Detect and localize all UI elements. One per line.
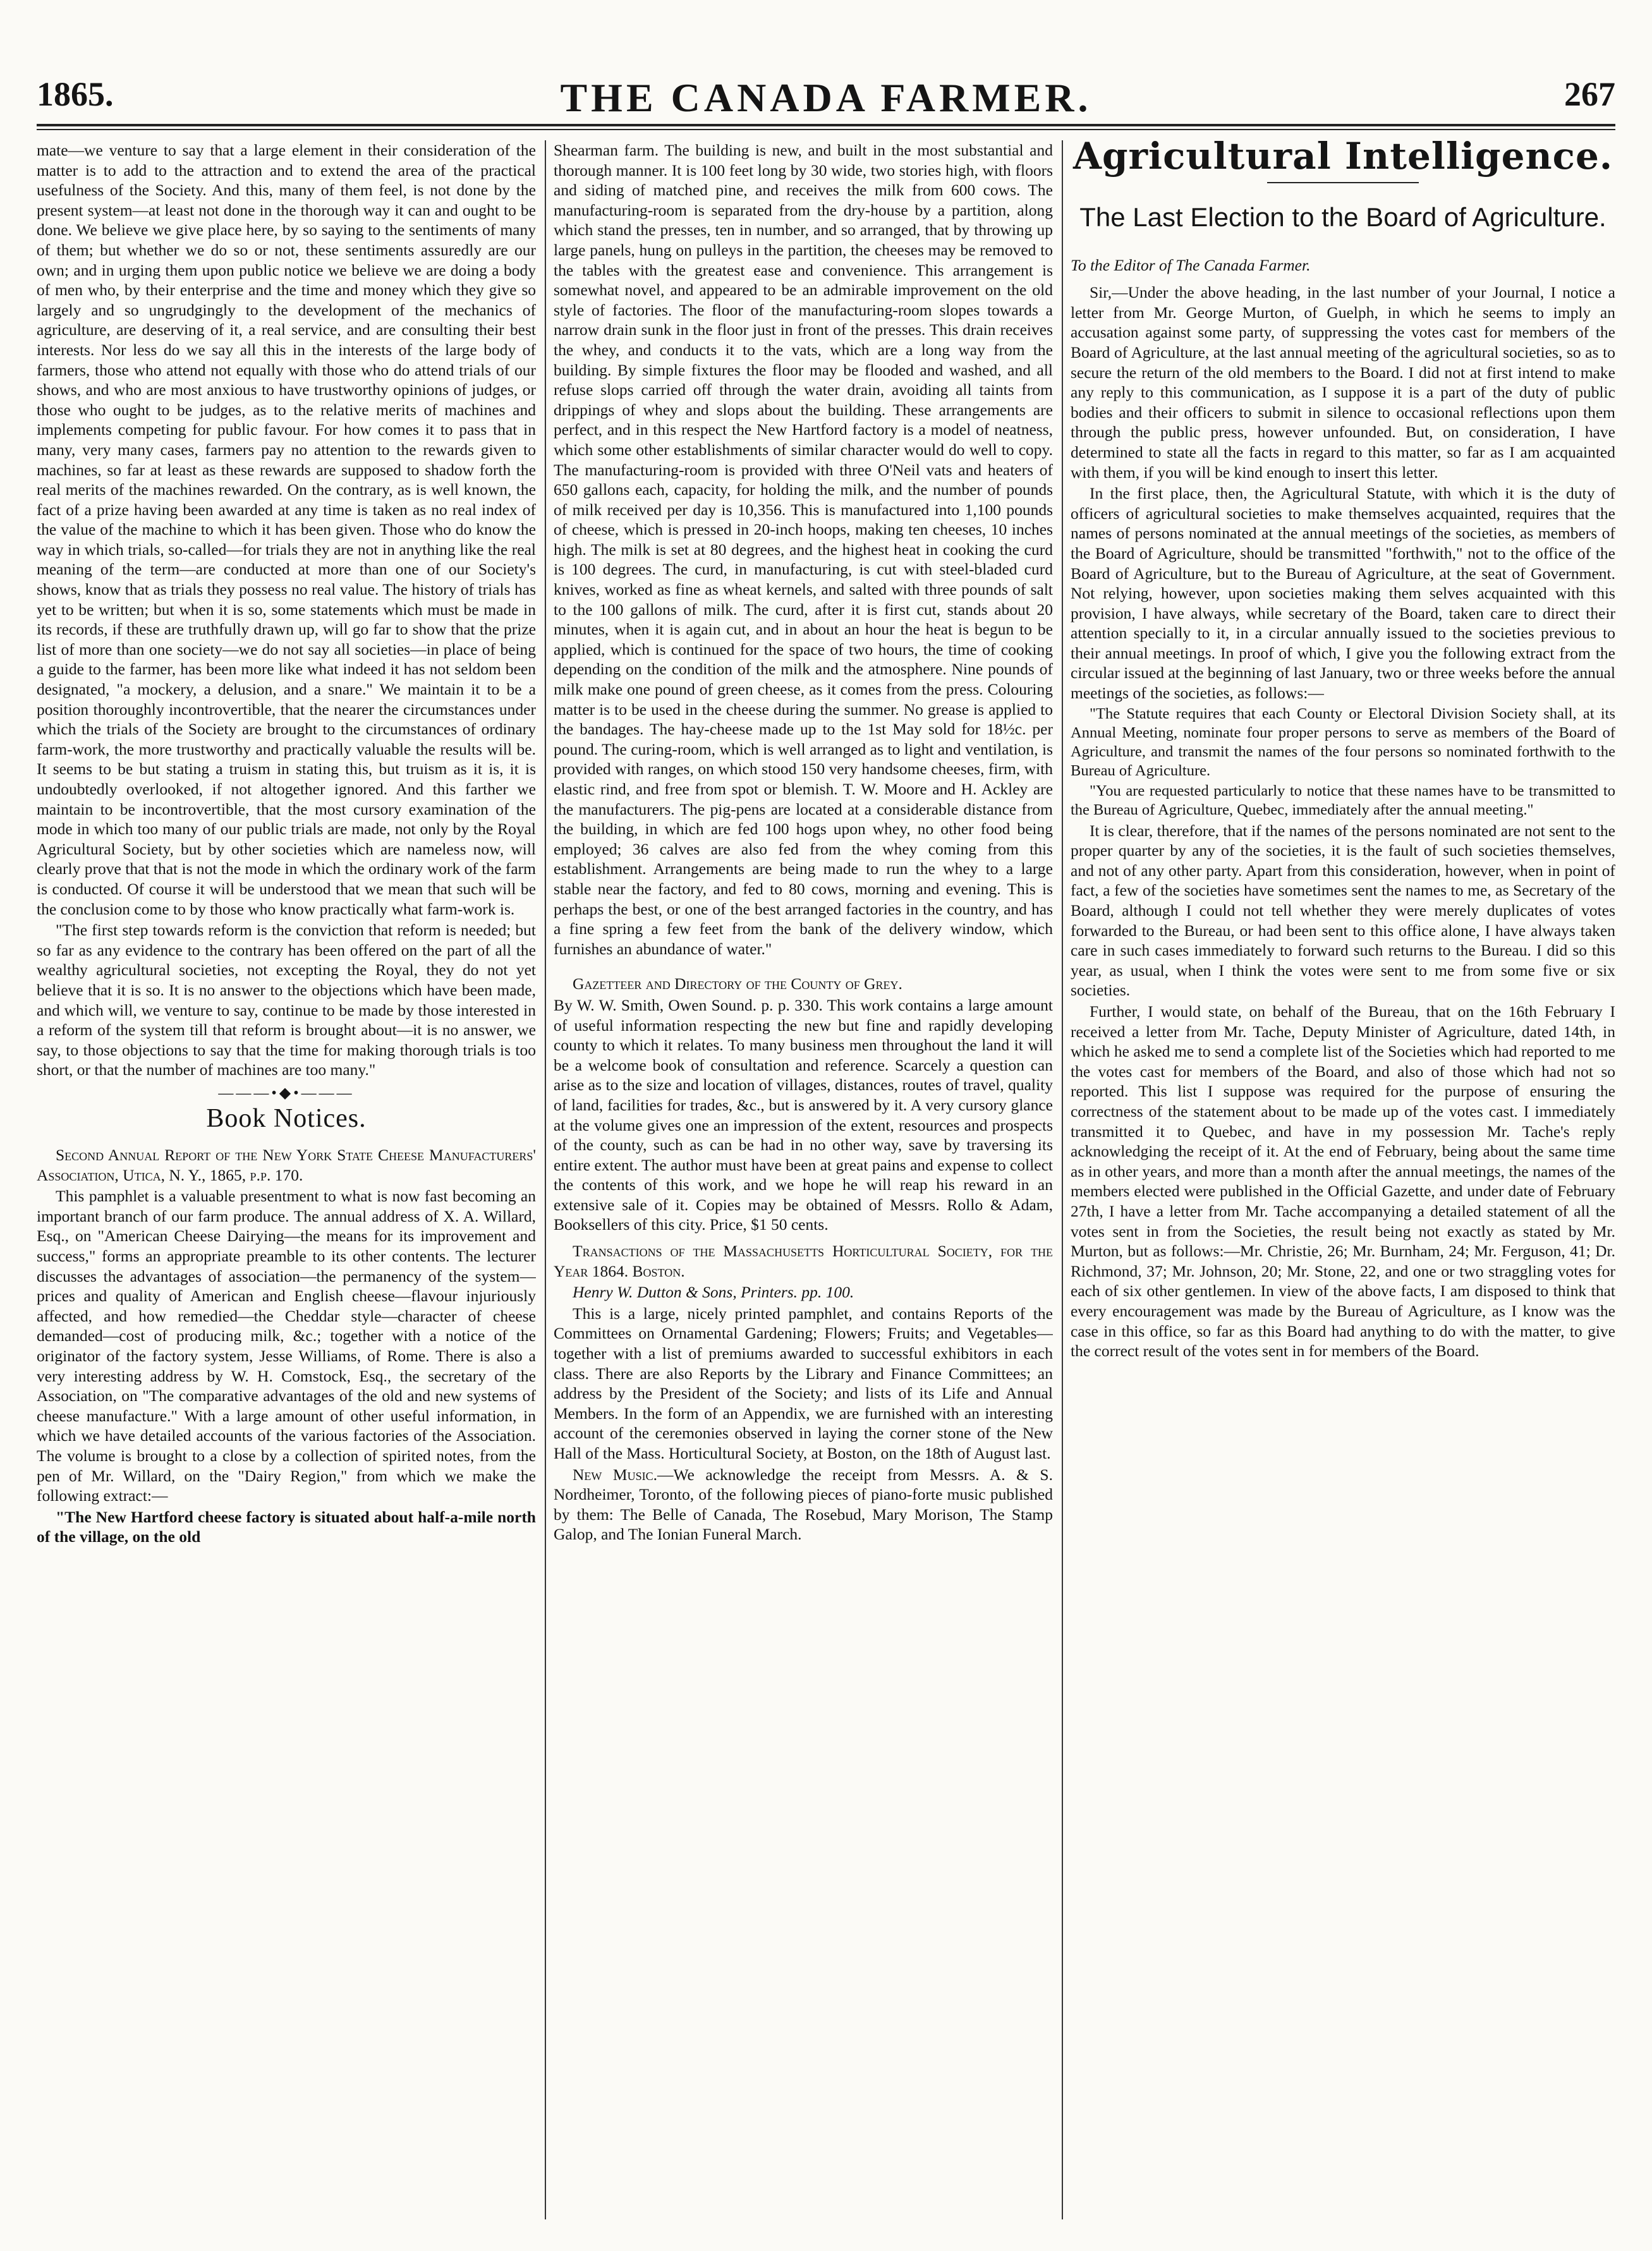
column-1	[37, 140, 536, 2219]
book1-heading: Second Annual Report of the New York State Cheese Manufacturers' Association, Utica, N. Y., 1865, p.p. 170.	[37, 1146, 536, 1184]
section-ornament: ———•◆•———	[218, 1084, 355, 1101]
section-title: Agricultural Intelligence.	[1072, 140, 1613, 178]
col3-paragraph-3: It is clear, therefore, that if the names of the persons nominated are not sent to the proper quarter by any of the societies, it is the fault of such societies themselves, and not of any other party. Apart from this consideration, however, when in point of fact, a few of the societies have sometimes sent the names to me, as Secretary of the Board, although I could not tell whether they were merely duplicates of votes forwarded to the Bureau, or had been sent to this office alone, I have always taken care in such cases immediately to forward such returns to the Bureau. I did so this year, as usual, when I think the votes were sent to me from some five or six societies.	[1071, 821, 1615, 1000]
new-music-text: —We acknowledge the receipt from Messrs. A. & S. Nordheimer, Toronto, of the following pieces of piano-forte music published by them: The Belle of Canada, The Rosebud, Mary Morison, The Stamp Galop, and The Ionian Funeral March.	[554, 1465, 1053, 1544]
col1-paragraph-2: "The first step towards reform is the conviction that reform is needed; but so far as any evidence to the contrary has been offered on the part of all the wealthy agricultural societies, not excepting the Royal, they do not yet believe that it is so. It is no answer to the objections which have been made, and which will, we venture to say, continue to be made by those interested in a reform of the system till that reform is brought about—it is no answer, we say, to those objections to say that the time for making thorough trials is too short, or that the number of machines are too many."	[37, 921, 536, 1079]
col1-paragraph-1: mate—we venture to say that a large element in their consideration of the matter is to add to the attraction and to extend the area of the practical usefulness of the Society. And this, many of them feel, is not done by the present system—at least not done in the thorough way it can and ought to be done. We believe we give place here, by so saying to the sentiments of many of them; but whether we do so or not, these sentiments assuredly are our own; and in urging them upon public notice we believe we are doing a body of men who, by their enterprise and the time and money which they give so largely and so ungrudgingly to the development of the mechanics of agriculture, are deserving of it, a real service, and are consulting their best interests. Nor less do we say all this in the interests of the large body of farmers, those who attend not equally with those who do attend trials of our shows, and who are most anxious to have trustworthy opinions of judges, or those who ought to be judges, as to the relative merits of machines and implements competing for public favour. For how comes it to pass that in many, very many cases, farmers pay no attention to the rewards given to machines, so far at least as these rewards are supposed to shadow forth the real merits of the machines rewarded. On the contrary, as is well known, the fact of a prize having been awarded at any time is taken as no real index of the value of the machine to which it has been given. Those who do know the way in which trials, so-called—for trials they are not in anything like the real meaning of the term—are conducted at more than one of our Society's shows, know that as trials they possess no real value. The history of trials has yet to be written; but when it is so, some statements which must be made in its records, if these are truthfully drawn up, will go far to show that the prize list of more than one society—we do not say all societies—in place of being a guide to the farmer, has been more like what indeed it has not seldom been designated, "a mockery, a delusion, and a snare." We maintain it to be a position thoroughly incontrovertible, that the nearer the circumstances under which the trials of the Society are brought to the circumstances of ordinary farm-work, the more trustworthy and practically valuable the results will be. It seems to be but stating a truism in stating this, but truism as it is, it is undoubtedly overlooked, if not altogether ignored. And this farther we maintain to be incontrovertible, that the most cursory examination of the mode in which too many of our public trials are made, not only by the Royal Agricultural Society, but by other societies which are nameless now, will clearly prove that that is not the mode in which the ordinary work of the farm is conducted. Of course it will be understood that we mean that such will be the conclusion come to by those who know practically what farm-work is.	[37, 141, 536, 918]
page-number: 267	[1564, 75, 1615, 113]
header-year: 1865.	[37, 75, 114, 113]
circular-quote-1: "The Statute requires that each County or Electoral Division Society shall, at its Annual Meeting, nominate four proper persons to serve as members of the Board of Agriculture, and transmit the names of the four persons so nominated forthwith to the Bureau of Agriculture.	[1071, 705, 1615, 779]
new-music-paragraph	[554, 1465, 1053, 1544]
header-rule-bottom	[37, 129, 1615, 130]
page-header	[37, 75, 1615, 138]
column-2	[554, 140, 1053, 2219]
transactions-heading: Transactions of the Massachusetts Horticultural Society, for the Year 1864. Boston.	[554, 1242, 1053, 1280]
gazetteer-heading: Gazetteer and Directory of the County of Grey.	[573, 974, 902, 993]
new-music-lead: New Music.	[573, 1465, 657, 1484]
gazetteer-text: By W. W. Smith, Owen Sound. p. p. 330. This work contains a large amount of useful information respecting the new but fine and rapidly developing county to which it relates. To many business men throughout the land it will be a welcome book of consultation and reference. Scarcely a question can arise as to the size and location of villages, distances, routes of travel, quality of land, facilities for trades, &c., but is answered by it. A very cursory glance at the volume gives one an impression of the extent, resources and prospects of the county, such as can be had in no other way, save by traversing its entire extent. The author must have been at great pains and expense to collect the contents of this work, and we hope he will reap his reward in an extensive sale of it. Copies may be obtained of Messrs. Rollo & Adam, Booksellers of this city. Price, $1 50 cents.	[554, 995, 1053, 1234]
book1-paragraph-2: "The New Hartford cheese factory is situated about half-a-mile north of the village, on the old	[37, 1507, 536, 1546]
column-3	[1071, 140, 1615, 2219]
circular-quote-2: "You are requested particularly to notice that these names have to be transmitted to the Bureau of Agriculture, Quebec, immediately after the annual meeting."	[1071, 782, 1615, 818]
transactions-text: This is a large, nicely printed pamphlet, and contains Reports of the Committees on Ornamental Gardening; Flowers; Fruits; and Vegetables—together with a list of premiums awarded to successful exhibitors in each class. There are also Reports by the Library and Finance Committees; an address by the President of the Society; and lists of its Life and Annual Members. In the form of an Appendix, we are furnished with an interesting account of the ceremonies observed in laying the corner stone of the New Hall of the Mass. Horticultural Society, at Boston, on the 18th of August last.	[554, 1304, 1053, 1462]
col3-paragraph-4: Further, I would state, on behalf of the Bureau, that on the 16th February I received a letter from Mr. Tache, Deputy Minister of Agriculture, dated 14th, in which he asked me to send a complete list of the Societies which had reported to me the votes cast for members of the Board, and also of those which had not so reported. This list I suppose was required for the purpose of ensuring the correctness of the statement about to be made up of the votes cast. I immediately transmitted it to Quebec, and have in my possession Mr. Tache's reply acknowledging the receipt of it. At the end of February, being about the same time as in other years, and more than a month after the annual meetings, the names of the members elected were published in the Official Gazette, and under date of February 27th, I have a letter from Mr. Tache accompanying a detailed statement of all the votes sent in from the Societies, the result being not exactly as stated by Mr. Murton, but as follows:—Mr. Christie, 26; Mr. Burnham, 24; Mr. Ferguson, 41; Dr. Richmond, 37; Mr. Johnson, 20; Mr. Stone, 22, and one or two straggling votes for each of six other gentlemen. In view of the above facts, I am disposed to think that every encouragement was made by the Bureau of Agriculture, as I know was the case in this office, so far as this Board had anything to do with the matter, to give the correct result of the votes sent in for members of the Board.	[1071, 1002, 1615, 1361]
column-separator-1	[545, 140, 546, 2219]
to-editor-line: To the Editor of The Canada Farmer.	[1071, 255, 1311, 274]
masthead-title: THE CANADA FARMER.	[560, 75, 1092, 120]
section-title-rule	[1267, 182, 1419, 183]
col2-paragraph-1: Shearman farm. The building is new, and built in the most substantial and thorough manner. It is 100 feet long by 30 wide, two stories high, with floors and siding of matched pine, and receives the milk from 600 cows. The manufacturing-room is separated from the dry-house by a partition, along which stand the presses, ten in number, and so arranged, that by throwing up large panels, hung on pulleys in the partition, the cheeses may be removed to the tables with the greatest ease and convenience. This arrangement is somewhat novel, and appeared to be an admirable improvement on the old style of factories. The floor of the manufacturing-room slopes towards a narrow drain sunk in the floor just in front of the presses. This drain receives the whey, and conducts it to the vats, which are a long way from the building. By simple fixtures the floor may be flooded and washed, and all refuse slops carried off through the water drain, avoiding all taints from drippings of whey and slops about the building. These arrangements are perfect, and in this respect the New Hartford factory is a model of neatness, which some other establishments of similar character would do well to copy. The manufacturing-room is provided with three O'Neil vats and heaters of 650 gallons each, capacity, for holding the milk, and the number of pounds of milk received per day is 10,356. This is manufactured into 1,100 pounds of cheese, which is pressed in 20-inch hoops, making ten cheeses, 10 inches high. The milk is set at 80 degrees, and the highest heat in cooking the curd is 100 degrees. The curd, in manufacturing, is cut with steel-bladed curd knives, worked as fine as wheat kernels, and salted with three pounds of salt to the 100 gallons of milk. The curd, after it is first cut, stands about 20 minutes, when it is again cut, and in about an hour the heat is begun to be applied, which is continued for the space of two hours, the time of cooking depending on the condition of the milk and the atmosphere. Nine pounds of milk make one pound of green cheese, as it comes from the press. Colouring matter is to be used in the cheese during the summer. No grease is applied to the bandages. The hay-cheese made up to the 1st May sold for 18½c. per pound. The curing-room, which is well arranged as to light and ventilation, is provided with ranges, on which stood 150 very handsome cheeses, firm, with elastic rind, and free from spot or blemish. T. W. Moore and H. Ackley are the manufacturers. The pig-pens are located at a considerable distance from the building, in which are fed 100 hogs upon whey, no other food being employed; 36 calves are also fed from the whey coming from this establishment. Arrangements are being made to run the whey to a large stable near the factory, and fed to 80 cows, morning and evening. This is perhaps the best, or one of the best arranged factories in the country, and has a fine spring a few feet from the bank of the delivery window, which furnishes an abundance of water."	[554, 141, 1053, 958]
col3-paragraph-1: Sir,—Under the above heading, in the last number of your Journal, I notice a letter from Mr. George Murton, of Guelph, in which he seems to imply an accusation against some party, of suppressing the votes cast for members of the Board of Agriculture, at the last annual meeting of the agricultural societies, so as to secure the return of the old members to the Board. I did not at first intend to make any reply to this communication, as I suppose it is a part of the duty of public bodies and their officers to submit in silence to occasional reflections upon them through the public press, however unfounded. But, on consideration, I have determined to state all the facts in regard to this matter, so far as I am acquainted with them, if you will be kind enough to insert this letter.	[1071, 283, 1615, 482]
column-separator-2	[1062, 140, 1063, 2219]
col3-paragraph-2: In the first place, then, the Agricultural Statute, with which it is the duty of officers of agricultural societies to make themselves acquainted, requires that the names of persons nominated at the annual meetings of the societies, as members of the Board of Agriculture, should be transmitted "forthwith," not to the office of the Board of Agriculture, but to the Bureau of Agriculture, at the seat of Government. Not relying, however, upon societies making them selves acquainted with this provision, I have always, while secretary of the Board, taken care to direct their attention specially to it, in a circular annually issued to the societies previous to their annual meetings. In proof of which, I give you the following extract from the circular issued at the beginning of last January, two or three weeks before the annual meetings of the societies, as follows:—	[1071, 484, 1615, 703]
book1-paragraph-1: This pamphlet is a valuable presentment to what is now fast becoming an important branch of our farm produce. The annual address of X. A. Willard, Esq., on "American Cheese Dairying—the means for its improvement and success," forms an appropriate preamble to its other contents. The lecturer discusses the advantages of association—the permanency of the system—prices and quality of American and English cheese—flavour injuriously affected, and how remedied—the Cheddar style—character of cheese demanded—cost of producing milk, &c.; together with a notice of the originator of the factory system, Jesse Williams, of Rome. There is also a very interesting address by W. H. Comstock, Esq., the secretary of the Association, on "The comparative advantages of the old and new systems of cheese manufacture." With a large amount of other useful information, in which we have detailed accounts of the various factories of the Association. The volume is brought to a close by a collection of spirited notes, from the pen of Mr. Willard, on the "Dairy Region," from which we make the following extract:—	[37, 1187, 536, 1505]
header-rule-top	[37, 124, 1615, 126]
article-title: The Last Election to the Board of Agriculture.	[1079, 202, 1606, 232]
book-notices-title: Book Notices.	[206, 1103, 367, 1133]
transactions-publisher: Henry W. Dutton & Sons, Printers. pp. 100.	[573, 1283, 854, 1302]
